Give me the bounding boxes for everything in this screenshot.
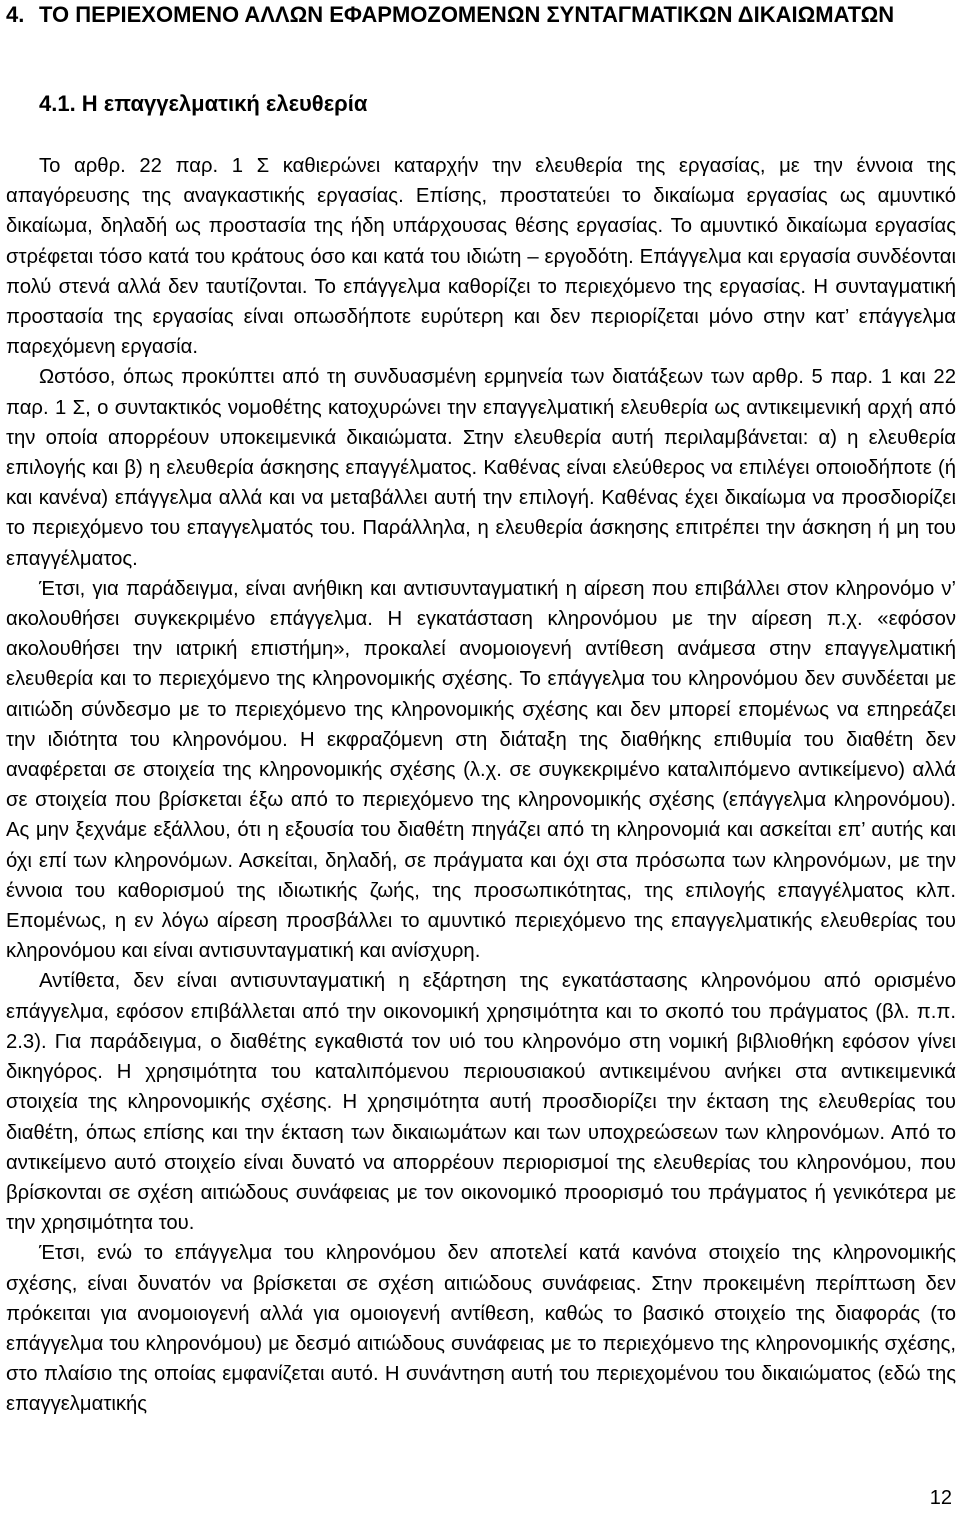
paragraph: Ωστόσο, όπως προκύπτει από τη συνδυασμένη ερμηνεία των διατάξεων των αρθρ. 5 παρ. 1 και 22 παρ. 1 Σ, ο συντακτικός νομοθέτης κατοχυρώνει την επαγγελματική ελευθερία ως αντικειμενική αρχή από την οποία απορρέουν υποκειμενικά δικαιώματα. Στην ελευθερία αυτή περιλαμβάνεται: α) η ελευθερία επιλογής και β) η ελευθερία άσκησης επαγγέλματος. Καθένας είναι ελεύθερος να επιλέγει οποιοδήποτε (ή και κανένα) επάγγελμα αλλά και να μεταβάλλει αυτή την επιλογή. Καθένας έχει δικαίωμα να προσδιορίζει το περιεχόμενο του επαγγελματός του. Παράλληλα, η ελευθερία άσκησης επιτρέπει την άσκηση ή μη του επαγγέλματος. [6, 366, 956, 570]
paragraph: Έτσι, για παράδειγμα, είναι ανήθικη και αντισυνταγματική η αίρεση που επιβάλλει στον κληρονόμο ν’ ακολουθήσει συγκεκριμένο επάγγελμα. Η εγκατάσταση κληρονόμου με την αίρεση π.χ. «εφόσον ακολουθήσει την ιατρική επιστήμη», προκαλεί ανομοιογενή αντίθεση ανάμεσα στην επαγγελματική ελευθερία και το περιεχόμενο της κληρονομικής σχέσης. Το επάγγελμα του κληρονόμου δεν συνδέεται με αιτιώδη σύνδεσμο με το περιεχόμενο της κληρονομικής σχέσης και δεν μπορεί επομένως να επηρεάζει την ιδιότητα του κληρονόμου. Η εκφραζόμενη στη διάταξη της διαθήκης επιθυμία του διαθέτη δεν αναφέρεται σε στοιχεία της κληρονομικής σχέσης (λ.χ. σε συγκεκριμένο καταλιπόμενο αντικείμενο) αλλά σε στοιχεία που βρίσκεται έξω από το περιεχόμενο της κληρονομικής σχέσης (επάγγελμα κληρονόμου). Ας μην ξεχνάμε εξάλλου, ότι η εξουσία του διαθέτη πηγάζει από τη κληρονομιά και ασκείται επ’ αυτής και όχι επί των κληρονόμων. Ασκείται, δηλαδή, σε πράγματα και όχι στα πρόσωπα των κληρονόμων, με την έννοια του καθορισμού της ιδιωτικής ζωής, της προσωπικότητας, της επιλογής επαγγέλματος κλπ. Επομένως, η εν λόγω αίρεση προσβάλλει το αμυντικό περιεχόμενο της επαγγελματικής ελευθερίας του κληρονόμου και είναι αντισυνταγματική και ανίσχυρη. [6, 577, 956, 963]
paragraph: Αντίθετα, δεν είναι αντισυνταγματική η εξάρτηση της εγκατάστασης κληρονόμου από ορισμένο επάγγελμα, εφόσον επιβάλλεται από την οικονομική χρησιμότητα και το σκοπό του πράγματος (βλ. π.π. 2.3). Για παράδειγμα, ο διαθέτης εγκαθιστά τον υιό του κληρονόμο στη νομική βιβλιοθήκη εφόσον γίνει δικηγόρος. Η χρησιμότητα του καταλιπόμενου περιουσιακού αντικειμένου ανήκει στα αντικειμενικά στοιχεία της κληρονομικής σχέσης. Η χρησιμότητα αυτή προσδιορίζει την έκταση της ελευθερίας του διαθέτη, όπως επίσης και την έκταση των δικαιωμάτων και των υποχρεώσεων των κληρονόμων. Από το αντικείμενο αυτό στοιχείο είναι δυνατό να απορρέουν περιορισμοί της ελευθερίας του κληρονόμου, που βρίσκονται σε σχέση αιτιώδους συνάφειας με τον οικονομικό προορισμό του πράγματος ή γενικότερα με την χρησιμότητα του. [6, 970, 956, 1235]
chapter-number: 4. [6, 2, 25, 27]
chapter-heading [6, 0, 946, 29]
paragraph: Το αρθρ. 22 παρ. 1 Σ καθιερώνει καταρχήν την ελευθερία της εργασίας, με την έννοια της απαγόρευσης της αναγκαστικής εργασίας. Επίσης, προστατεύει το δικαίωμα εργασίας ως αμυντικό δικαίωμα, δηλαδή ως προστασία της ήδη υπάρχουσας θέσης εργασίας. Το αμυντικό δικαίωμα εργασίας στρέφεται τόσο κατά του κράτους όσο και κατά του ιδιώτη – εργοδότη. Επάγγελμα και εργασία συνδέονται πολύ στενά αλλά δεν ταυτίζονται. Το επάγγελμα καθορίζει το περιεχόμενο της εργασίας. Η συνταγματική προστασία της εργασίας είναι οπωσδήποτε ευρύτερη και δεν περιορίζεται μόνο στην κατ’ επάγγελμα παρεχόμενη εργασία. [6, 155, 956, 359]
body-text [6, 151, 956, 1420]
paragraph: Έτσι, ενώ το επάγγελμα του κληρονόμου δεν αποτελεί κατά κανόνα στοιχείο της κληρονομικής σχέσης, είναι δυνατόν να βρίσκεται σε σχέση αιτιώδους συνάφειας. Στην προκειμένη περίπτωση δεν πρόκειται για ανομοιογενή αλλά για ομοιογενή αντίθεση, καθώς το βασικό στοιχείο της διαφοράς (το επάγγελμα του κληρονόμου) με δεσμό αιτιώδους συνάφειας με το περιεχόμενο της κληρονομικής σχέσης, στο πλαίσιο της οποίας εμφανίζεται αυτό. Η συνάντηση αυτή του περιεχομένου του δικαιώματος (εδώ της επαγγελματικής [6, 1242, 956, 1416]
section-heading: 4.1. Η επαγγελματική ελευθερία [39, 91, 368, 116]
chapter-title: ΤΟ ΠΕΡΙΕΧΟΜΕΝΟ ΑΛΛΩΝ ΕΦΑΡΜΟΖΟΜΕΝΩΝ ΣΥΝΤΑΓΜΑΤΙΚΩΝ ΔΙΚΑΙΩΜΑΤΩΝ [39, 2, 895, 27]
page-number: 12 [929, 1487, 952, 1509]
